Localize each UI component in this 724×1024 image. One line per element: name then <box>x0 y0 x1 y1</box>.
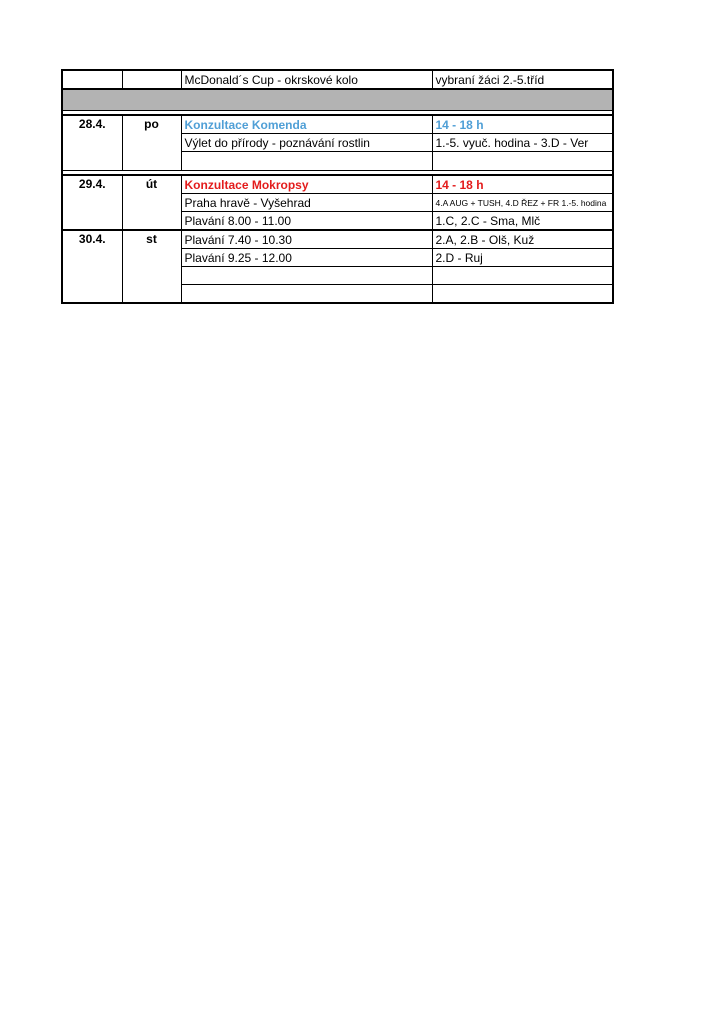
week-separator-cell <box>62 89 613 111</box>
table-row <box>62 70 613 89</box>
table-row <box>62 230 613 249</box>
table-row <box>62 175 613 194</box>
date-cell: 29.4. <box>62 175 122 230</box>
participants-cell: 1.C, 2.C - Sma, Mlč <box>432 212 613 231</box>
event-cell: Konzultace Mokropsy <box>181 175 432 194</box>
participants-cell: 2.A, 2.B - Olš, Kuž <box>432 230 613 249</box>
event-cell: Plavání 8.00 - 11.00 <box>181 212 432 231</box>
event-cell: Plavání 9.25 - 12.00 <box>181 249 432 267</box>
participants-cell: 2.D - Ruj <box>432 249 613 267</box>
participants-cell <box>432 152 613 171</box>
participants-cell: 14 - 18 h <box>432 115 613 134</box>
participants-cell <box>432 285 613 304</box>
participants-cell: vybraní žáci 2.-5.tříd <box>432 70 613 89</box>
day-cell: st <box>122 230 181 303</box>
participants-cell: 4.A AUG + TUSH, 4.D ŘEZ + FR 1.-5. hodina <box>432 194 613 212</box>
week-separator-row <box>62 89 613 111</box>
participants-cell <box>432 267 613 285</box>
event-cell <box>181 267 432 285</box>
event-cell: Konzultace Komenda <box>181 115 432 134</box>
event-cell <box>181 152 432 171</box>
event-cell: Praha hravě - Vyšehrad <box>181 194 432 212</box>
date-cell: 30.4. <box>62 230 122 303</box>
event-cell: McDonald´s Cup - okrskové kolo <box>181 70 432 89</box>
schedule-table <box>61 69 614 304</box>
event-cell <box>181 285 432 304</box>
participants-cell: 14 - 18 h <box>432 175 613 194</box>
event-cell: Výlet do přírody - poznávání rostlin <box>181 134 432 152</box>
day-cell <box>122 70 181 89</box>
date-cell <box>62 70 122 89</box>
day-cell: út <box>122 175 181 230</box>
day-cell: po <box>122 115 181 171</box>
participants-cell: 1.-5. vyuč. hodina - 3.D - Ver <box>432 134 613 152</box>
date-cell: 28.4. <box>62 115 122 171</box>
event-cell: Plavání 7.40 - 10.30 <box>181 230 432 249</box>
table-row <box>62 115 613 134</box>
